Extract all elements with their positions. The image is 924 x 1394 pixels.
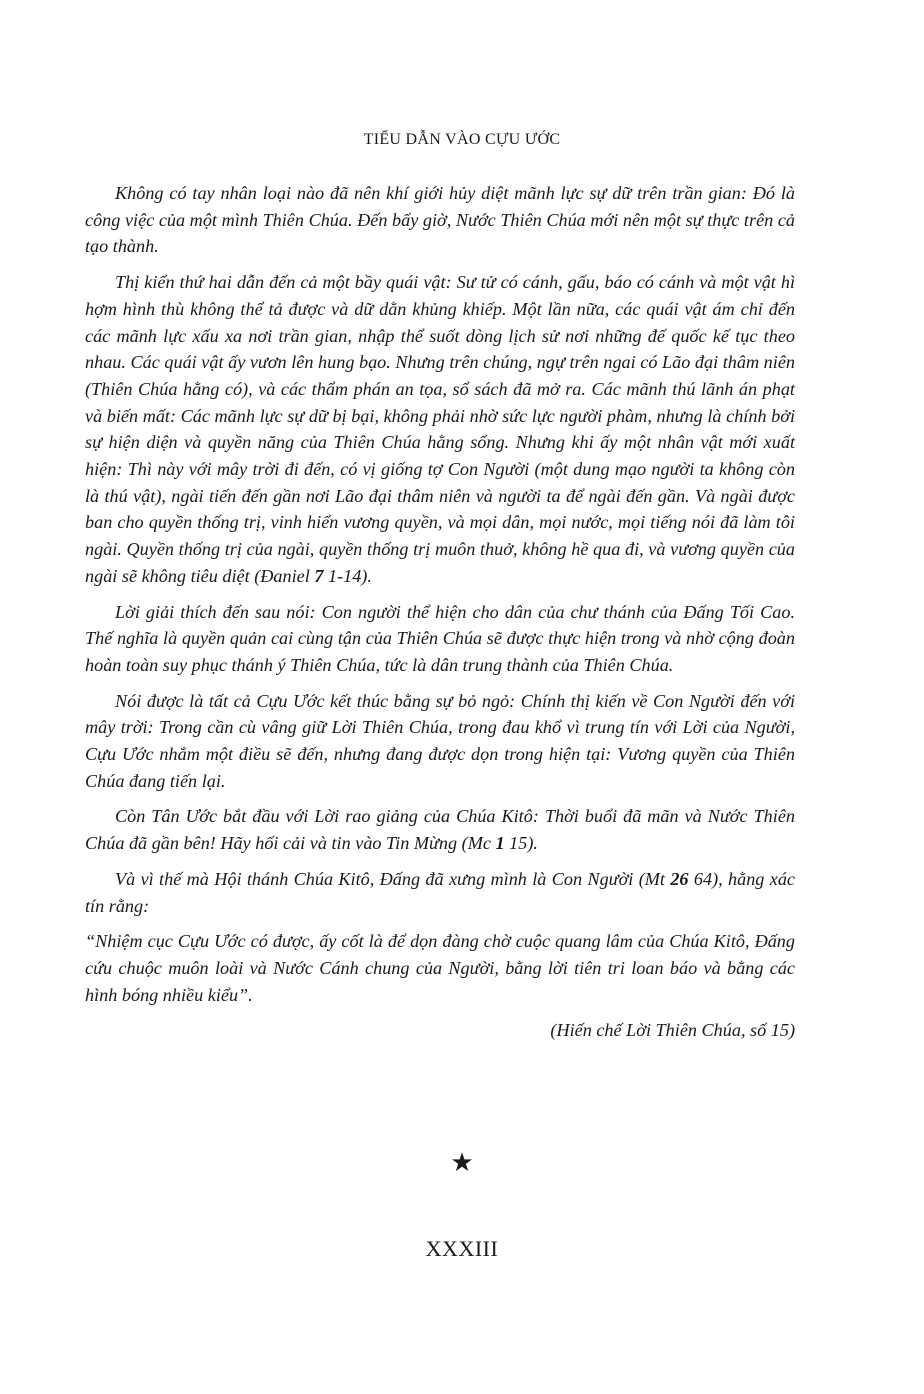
verse-reference: 15). [504,833,538,854]
paragraph-1: Không có tay nhân loại nào đã nên khí giới hủy diệt mãnh lực sự dữ trên trần gian: Đó là công việc của một mình Thiên Chúa. Đến bấy giờ, Nước Thiên Chúa mới nên một sự thực trên cả tạo thành. [85,183,795,257]
paragraph-6-text: Và vì thế mà Hội thánh Chúa Kitô, Đấng đã xưng mình là Con Người (Mt [115,868,671,889]
paragraph-4: Nói được là tất cả Cựu Ước kết thúc bằng sự bỏ ngỏ: Chính thị kiến về Con Người đến với mây trời: Trong cần cù vâng giữ Lời Thiên Chúa, trong đau khổ vì trung tín với Lời của Người, Cựu Ước nhắm một điều sẽ đến, nhưng đang được dọn trong hiện tại: Vương quyền của Thiên Chúa đang tiến lại. [85,690,795,791]
quote-attribution: (Hiến chế Lời Thiên Chúa, số 15) [550,1020,795,1041]
chapter-reference: 1 [495,833,505,854]
paragraph-6-tail: 64), hằng xác tín rằng: [85,868,796,916]
paragraph-5-text: Còn Tân Ước bắt đầu với Lời rao giảng của Chúa Kitô: Thời buổi đã mãn và Nước Thiên Chúa đã gần bên! Hãy hối cải và tin vào Tin Mừng (Mc [85,806,795,854]
body-text [85,180,795,1053]
chapter-reference: 7 [314,565,324,586]
chapter-reference: 26 [670,868,689,889]
paragraph-6 [85,866,795,919]
page-number: XXXIII [425,1236,499,1261]
star-ornament-icon: ★ [450,1148,474,1178]
paragraph-5 [85,803,795,856]
verse-reference: 1-14). [323,565,372,586]
paragraph-3: Lời giải thích đến sau nói: Con người thể hiện cho dân của chư thánh của Đấng Tối Cao. Thế nghĩa là quyền quản cai cùng tận của Thiên Chúa sẽ được thực hiện trong và nhờ cộng đoàn hoàn toàn suy phục thánh ý Thiên Chúa, tức là dân trung thành của Thiên Chúa. [85,601,795,675]
paragraph-2 [85,269,795,589]
running-head: TIỂU DẪN VÀO CỰU ƯỚC [363,131,561,148]
paragraph-2-text: Thị kiến thứ hai dẫn đến cả một bầy quái vật: Sư tử có cánh, gấu, báo có cánh và một vật hì hợm hình thù không thể tả được và dữ dằn khủng khiếp. Một lần nữa, các quái vật ám chỉ đến các mãnh lực xấu xa nơi trần gian, nhập thể suốt dòng lịch sử nơi những đế quốc kế tục theo nhau. Các quái vật ấy vươn lên hung bạo. Nhưng trên chúng, ngự trên ngai có Lão đại thâm niên (Thiên Chúa hằng có), và các thẩm phán an tọa, sổ sách đã mở ra. Các mãnh thú lãnh án phạt và biến mất: Các mãnh lực sự dữ bị bại, không phải nhờ sức lực người phàm, nhưng là chính bởi sự hiện diện và quyền năng của Thiên Chúa hằng sống. Nhưng khi ấy một nhân vật mới xuất hiện: Thì này với mây trời đi đến, có vị giống tợ Con Người (một dung mạo người ta không còn là thú vật), ngài tiến đến gần nơi Lão đại thâm niên và người ta để ngài đến gần. Và ngài được ban cho quyền thống trị, vinh hiển vương quyền, và mọi dân, mọi nước, mọi tiếng nói đã làm tôi ngài. Quyền thống trị của ngài, quyền thống trị muôn thuở, không hề qua đi, và vương quyền của ngài sẽ không tiêu diệt (Đaniel [85,272,795,586]
block-quote: “Nhiệm cục Cựu Ước có được, ấy cốt là để dọn đàng chờ cuộc quang lâm của Chúa Kitô, Đấng cứu chuộc muôn loài và Nước Cánh chung của Người, bằng lời tiên tri loan báo và bằng các hình bóng nhiều kiểu”. [85,931,795,1005]
